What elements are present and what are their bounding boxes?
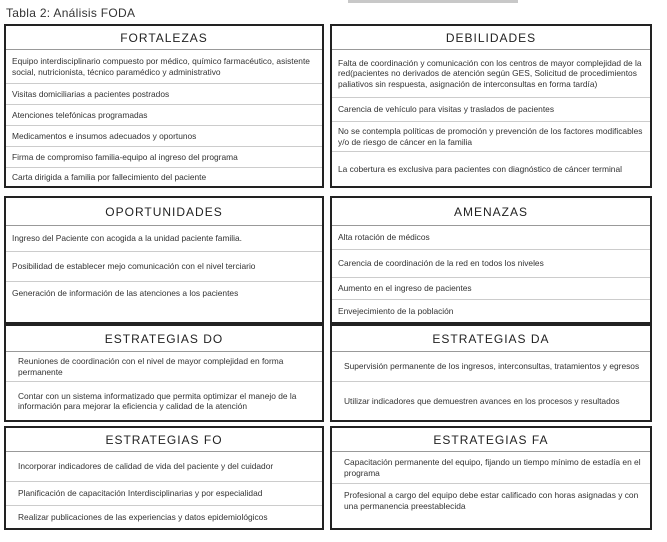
amenazas-item: Alta rotación de médicos	[332, 226, 650, 250]
debilidades-item: No se contempla políticas de promoción y prevención de los factores modificables y/o de riesgo de cáncer en la familia	[332, 122, 650, 152]
fortalezas-item: Visitas domiciliarias a pacientes postrados	[6, 84, 322, 105]
debilidades-item: Carencia de vehículo para visitas y traslados de pacientes	[332, 98, 650, 122]
debilidades-item: La cobertura es exclusiva para pacientes con diagnóstico de cáncer terminal	[338, 163, 622, 174]
fortalezas-item: Medicamentos e insumos adecuados y oportunos	[6, 126, 322, 147]
estrategias-fo-item: Realizar publicaciones de las experiencias y datos epidemiológicos	[18, 511, 268, 522]
estrategias-fa-item: Capacitación permanente del equipo, fijando un tiempo mínimo de estadía en el programa	[332, 452, 650, 484]
amenazas-box	[330, 196, 652, 324]
debilidades-box	[330, 24, 652, 188]
amenazas-item: Aumento en el ingreso de pacientes	[332, 278, 650, 300]
fortalezas-item: Carta dirigida a familia por fallecimiento del paciente	[12, 171, 207, 182]
fortalezas-item: Equipo interdisciplinario compuesto por médico, químico farmacéutico, asistente social, nutricionista, técnico paramédico y administrativo	[6, 50, 322, 84]
estrategias-fo-box	[4, 426, 324, 530]
oportunidades-box	[4, 196, 324, 324]
fortalezas-box	[4, 24, 324, 188]
amenazas-item: Carencia de coordinación de la red en todos los niveles	[332, 250, 650, 278]
estrategias-fo-item: Incorporar indicadores de calidad de vida del paciente y del cuidador	[6, 452, 322, 482]
estrategias-fo-title: ESTRATEGIAS FO	[6, 428, 322, 452]
amenazas-title: AMENAZAS	[332, 198, 650, 226]
oportunidades-item: Generación de información de las atenciones a los pacientes	[12, 288, 239, 298]
estrategias-fa-item: Profesional a cargo del equipo debe estar calificado con horas asignadas y con una permanencia preestablecida	[344, 490, 639, 511]
estrategias-da-box	[330, 324, 652, 422]
debilidades-title: DEBILIDADES	[332, 26, 650, 50]
estrategias-da-item: Utilizar indicadores que demuestren avances en los procesos y resultados	[344, 395, 620, 406]
estrategias-do-item: Contar con un sistema informatizado que permita optimizar el manejo de la información para mejorar la eficiencia y calidad de la atención	[18, 390, 297, 411]
estrategias-fo-item: Planificación de capacitación Interdisciplinarias y por especialidad	[6, 482, 322, 506]
fortalezas-item: Firma de compromiso familia-equipo al ingreso del programa	[6, 147, 322, 168]
estrategias-do-item: Reuniones de coordinación con el nivel de mayor complejidad en forma permanente	[6, 352, 322, 382]
amenazas-item: Envejecimiento de la población	[338, 305, 454, 316]
table-caption: Tabla 2: Análisis FODA	[6, 6, 136, 20]
estrategias-fa-box	[330, 426, 652, 530]
estrategias-fa-title: ESTRATEGIAS FA	[332, 428, 650, 452]
fortalezas-title: FORTALEZAS	[6, 26, 322, 50]
estrategias-do-title: ESTRATEGIAS DO	[6, 326, 322, 352]
fortalezas-item: Atenciones telefónicas programadas	[6, 105, 322, 126]
oportunidades-title: OPORTUNIDADES	[6, 198, 322, 226]
estrategias-da-item: Supervisión permanente de los ingresos, interconsultas, tratamientos y egresos	[332, 352, 650, 382]
top-gray-bar	[348, 0, 518, 3]
estrategias-da-title: ESTRATEGIAS DA	[332, 326, 650, 352]
debilidades-item: Falta de coordinación y comunicación con los centros de mayor complejidad de la red(pacientes no derivados de atención según GES, Solicitud de procedimientos paliativos sin respuesta, asignación de interconsultas en forma tardía)	[332, 50, 650, 98]
oportunidades-item: Posibilidad de establecer mejo comunicación con el nivel terciario	[6, 252, 322, 282]
estrategias-do-box	[4, 324, 324, 422]
oportunidades-item: Ingreso del Paciente con acogida a la unidad paciente familia.	[6, 226, 322, 252]
